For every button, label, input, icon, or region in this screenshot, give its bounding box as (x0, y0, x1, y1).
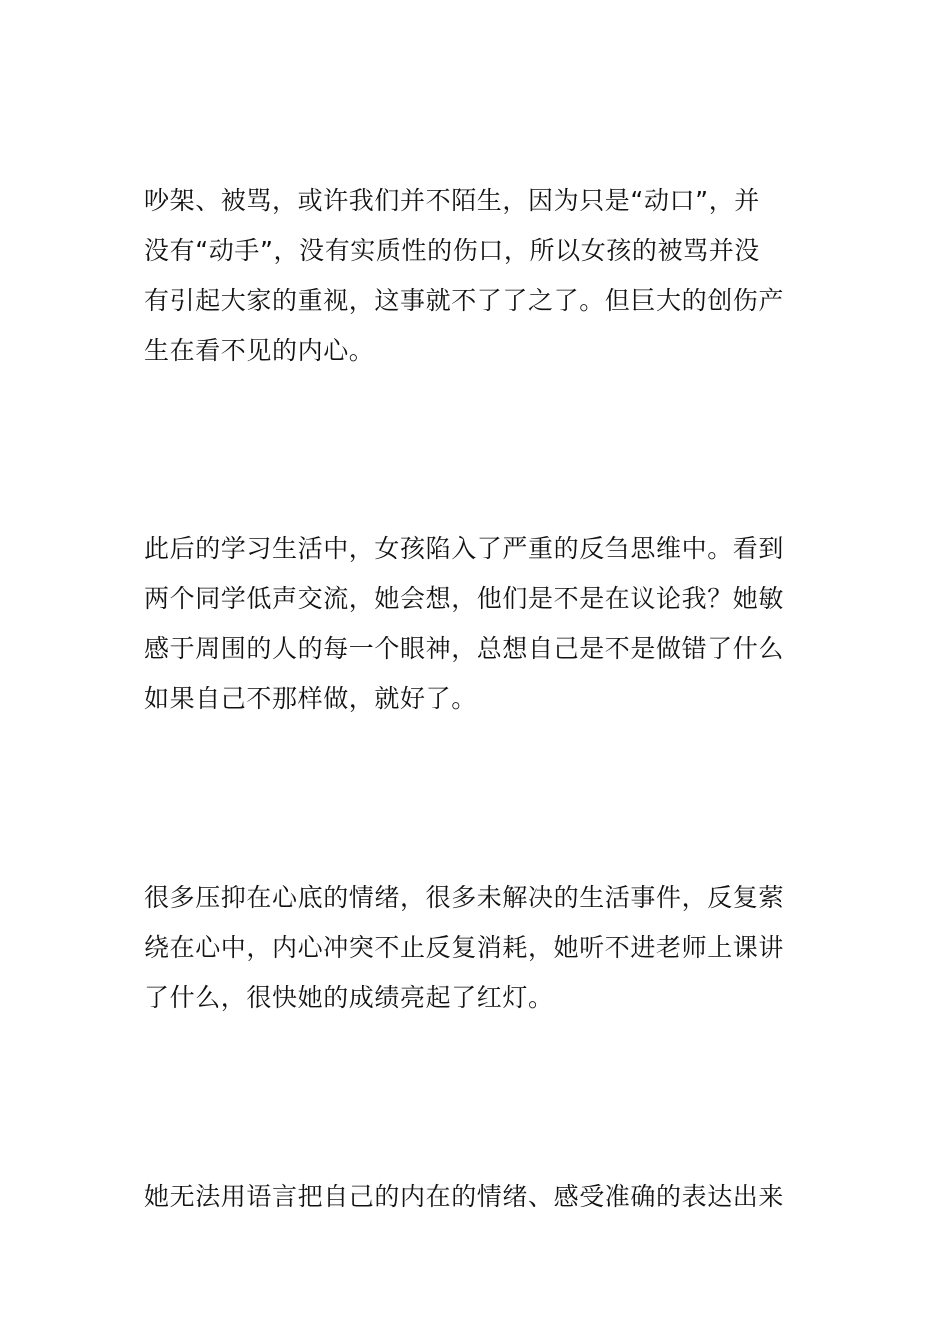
paragraph-line: 很多压抑在心底的情绪，很多未解决的生活事件，反复萦 (144, 883, 785, 912)
paragraph-line: 有引起大家的重视，这事就不了了之了。但巨大的创伤产 (144, 286, 785, 315)
paragraph-line: 生在看不见的内心。 (144, 336, 375, 365)
paragraph-line: 绕在心中，内心冲突不止反复消耗，她听不进老师上课讲 (144, 933, 785, 962)
paragraph-line: 没有“动手”，没有实质性的伤口，所以女孩的被骂并没 (144, 236, 760, 265)
paragraph-line: 吵架、被骂，或许我们并不陌生，因为只是“动口”，并 (144, 186, 760, 215)
paragraph-line: 两个同学低声交流，她会想，他们是不是在议论我？她敏 (144, 584, 785, 613)
paragraph-line: 她无法用语言把自己的内在的情绪、感受准确的表达出来 (144, 1182, 785, 1211)
paragraph-line: 了什么，很快她的成绩亮起了红灯。 (144, 983, 554, 1012)
paragraph-3 (144, 873, 809, 1023)
paragraph-2 (144, 524, 809, 724)
paragraph-line: 感于周围的人的每一个眼神，总想自己是不是做错了什么 (144, 634, 785, 663)
paragraph-line: 如果自己不那样做，就好了。 (144, 684, 477, 713)
paragraph-line: 此后的学习生活中，女孩陷入了严重的反刍思维中。看到 (144, 534, 785, 563)
paragraph-4 (144, 1172, 809, 1222)
paragraph-1 (144, 176, 809, 376)
